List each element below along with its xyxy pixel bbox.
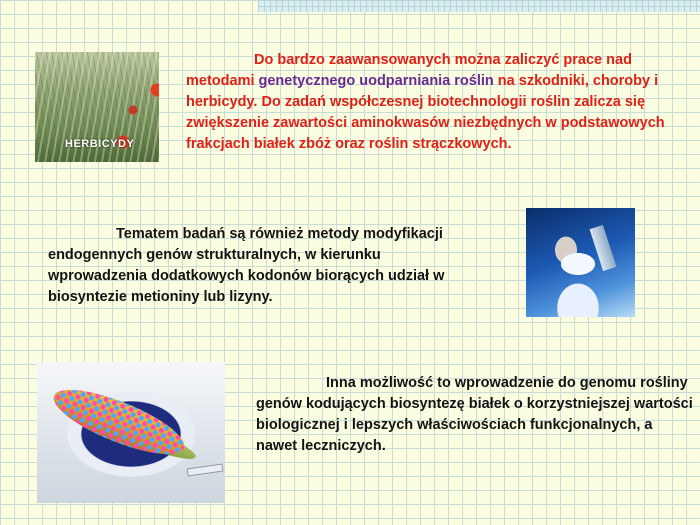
corn-syringe-photo xyxy=(37,362,225,503)
syringe-icon xyxy=(187,464,224,477)
herbicide-field-photo xyxy=(35,52,159,162)
paragraph-genetic-resistance xyxy=(186,50,686,155)
paragraph-gene-modification: Tematem badań są również metody modyfikacji endogennych genów strukturalnych, w kierunku wprowadzenia dodatkowych kodonów biorących udział w biosyntezie metioniny lub lizyny. xyxy=(48,226,445,305)
paragraph-protein-biosynthesis: Inna możliwość to wprowadzenie do genomu rośliny genów kodujących biosyntezę białek o korzystniejszej wartości biologicznej i lepszych właściwościach funkcjonalnych, a nawet leczniczych. xyxy=(256,375,693,454)
corn-cob xyxy=(47,377,192,467)
top-decorative-band xyxy=(258,0,700,12)
herbicide-photo-label: HERBICYDY xyxy=(65,138,135,150)
paragraph1-part2: na szkodniki, choroby i herbicydy. Do zadań współczesnej biotechnologii roślin zalicza się zwiększenie zawartości aminokwasów niezbędnych w podstawowych frakcjach białek zbóż oraz roślin strączkowych. xyxy=(186,73,665,152)
paragraph1-part1: Do bardzo zaawansowanych można zaliczyć prace nad metodami xyxy=(186,52,632,89)
laboratory-microscope-photo xyxy=(526,208,635,317)
paragraph1-highlight: genetycznego uodparniania roślin xyxy=(258,73,494,89)
